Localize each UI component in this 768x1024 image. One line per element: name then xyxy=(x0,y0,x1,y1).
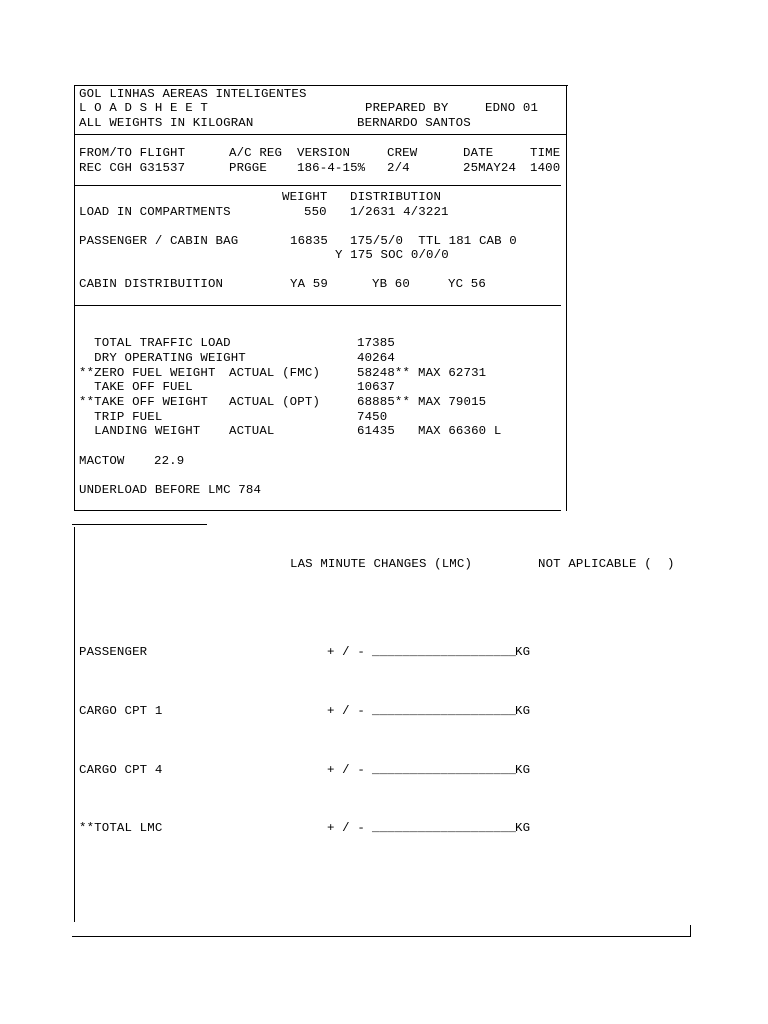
date-label: DATE xyxy=(463,146,494,160)
totals-label: **ZERO FUEL WEIGHT xyxy=(79,366,216,380)
lmc-row-sign: + / - xyxy=(327,645,365,659)
lmc-row-blank-field[interactable]: ___________________ xyxy=(372,763,517,777)
totals-value: 58248** xyxy=(357,366,411,380)
document-title: L O A D S H E E T xyxy=(79,101,208,115)
totals-value: 40264 xyxy=(357,351,395,365)
lmc-row-unit: KG xyxy=(515,821,531,835)
cabin-divider xyxy=(74,305,561,306)
loadsheet-bottom-rule xyxy=(74,510,561,511)
flight-divider xyxy=(74,185,561,186)
crew-value: 2/4 xyxy=(387,161,410,175)
totals-value: 10637 xyxy=(357,380,395,394)
header-divider xyxy=(74,134,567,135)
totals-label: TRIP FUEL xyxy=(79,410,163,424)
underload-line: UNDERLOAD BEFORE LMC 784 xyxy=(79,483,262,497)
lmc-row-sign: + / - xyxy=(327,704,365,718)
totals-value: 7450 xyxy=(357,410,388,424)
lmc-row-sign: + / - xyxy=(327,821,365,835)
compartments-label: LOAD IN COMPARTMENTS xyxy=(79,205,231,219)
version-value: 186-4-15% xyxy=(297,161,366,175)
totals-limit: MAX 79015 xyxy=(418,395,487,409)
lmc-row-blank-field[interactable]: ___________________ xyxy=(372,704,517,718)
compartments-weight: 550 xyxy=(304,205,327,219)
loadsheet-left-border xyxy=(74,86,75,511)
lmc-left-border xyxy=(74,527,75,922)
totals-qualifier: ACTUAL xyxy=(229,424,275,438)
totals-label: TAKE OFF FUEL xyxy=(79,380,193,394)
edition-number: EDNO 01 xyxy=(485,101,539,115)
from-to-flight-value: REC CGH G31537 xyxy=(79,161,186,175)
compartments-distribution: 1/2631 4/3221 xyxy=(350,205,449,219)
cabin-ya: YA 59 xyxy=(290,277,328,291)
loadsheet-right-border xyxy=(566,86,567,511)
cabin-yb: YB 60 xyxy=(372,277,410,291)
totals-qualifier: ACTUAL (OPT) xyxy=(229,395,321,409)
totals-value: 61435 xyxy=(357,424,395,438)
lmc-bottom-rule xyxy=(72,936,690,937)
version-label: VERSION xyxy=(297,146,351,160)
totals-label: LANDING WEIGHT xyxy=(79,424,201,438)
lmc-row-unit: KG xyxy=(515,763,531,777)
mactow-label: MACTOW xyxy=(79,454,125,468)
prepared-by-name: BERNARDO SANTOS xyxy=(357,116,471,130)
totals-label: TOTAL TRAFFIC LOAD xyxy=(79,336,231,350)
loadsheet-top-rule xyxy=(74,85,568,86)
totals-qualifier: ACTUAL (FMC) xyxy=(229,366,321,380)
time-value: 1400 xyxy=(530,161,561,175)
lmc-row-sign: + / - xyxy=(327,763,365,777)
mactow-value: 22.9 xyxy=(154,454,185,468)
from-to-flight-label: FROM/TO FLIGHT xyxy=(79,146,186,160)
lmc-row-blank-field[interactable]: ___________________ xyxy=(372,645,517,659)
cabin-yc: YC 56 xyxy=(448,277,486,291)
passenger-distribution: 175/5/0 TTL 181 CAB 0 xyxy=(350,234,517,248)
lmc-row-label: CARGO CPT 4 xyxy=(79,763,163,777)
lmc-row-blank-field[interactable]: ___________________ xyxy=(372,821,517,835)
crew-label: CREW xyxy=(387,146,418,160)
lmc-row-unit: KG xyxy=(515,704,531,718)
totals-value: 68885** xyxy=(357,395,411,409)
totals-limit: MAX 66360 L xyxy=(418,424,502,438)
lmc-row-unit: KG xyxy=(515,645,531,659)
not-applicable-checkbox[interactable]: NOT APLICABLE ( ) xyxy=(538,557,675,571)
ac-reg-label: A/C REG xyxy=(229,146,283,160)
totals-limit: MAX 62731 xyxy=(418,366,487,380)
totals-label: DRY OPERATING WEIGHT xyxy=(79,351,246,365)
passenger-distribution-detail: Y 175 SOC 0/0/0 xyxy=(335,248,449,262)
date-value: 25MAY24 xyxy=(463,161,517,175)
lmc-title: LAS MINUTE CHANGES (LMC) xyxy=(290,557,473,571)
totals-label: **TAKE OFF WEIGHT xyxy=(79,395,208,409)
passenger-weight: 16835 xyxy=(290,234,328,248)
lmc-row-label: PASSENGER xyxy=(79,645,148,659)
units-note: ALL WEIGHTS IN KILOGRAN xyxy=(79,116,254,130)
airline-name: GOL LINHAS AEREAS INTELIGENTES xyxy=(79,87,307,101)
time-label: TIME xyxy=(530,146,561,160)
lmc-row-label: **TOTAL LMC xyxy=(79,821,163,835)
totals-value: 17385 xyxy=(357,336,395,350)
lmc-row-label: CARGO CPT 1 xyxy=(79,704,163,718)
distribution-header: DISTRIBUTION xyxy=(350,190,442,204)
weight-header: WEIGHT xyxy=(282,190,328,204)
ac-reg-value: PRGGE xyxy=(229,161,267,175)
lmc-right-tick xyxy=(690,925,691,937)
prepared-by-label: PREPARED BY xyxy=(365,101,449,115)
cabin-distribution-label: CABIN DISTRIBUITION xyxy=(79,277,224,291)
passenger-cabin-bag-label: PASSENGER / CABIN BAG xyxy=(79,234,239,248)
lmc-top-rule xyxy=(72,524,207,525)
